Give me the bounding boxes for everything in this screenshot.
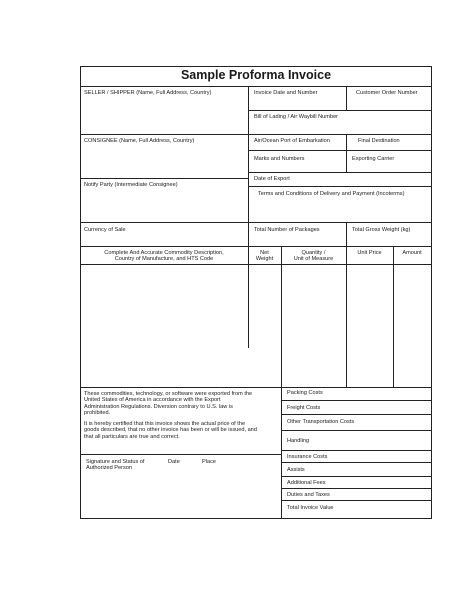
currency-label: Currency of Sale [84, 227, 126, 233]
final-destination-label: Final Destination [358, 138, 400, 144]
row-line [80, 387, 432, 388]
certification-line: It is hereby certified that this invoice shows the actual price of the [84, 421, 246, 427]
cost-row-line [281, 430, 432, 431]
unit-price-column-header: Unit Price [357, 250, 382, 256]
total-invoice-value-label: Total Invoice Value [287, 505, 334, 511]
description-column-header: Country of Manufacture, and HTS Code [114, 256, 214, 262]
seller-label: SELLER / SHIPPER (Name, Full Address, Country) [84, 90, 212, 96]
other-transportation-costs-label: Other Transportation Costs [287, 419, 355, 425]
additional-fees-label: Additional Fees [287, 480, 326, 486]
frame-line [80, 66, 432, 67]
duties-taxes-label: Duties and Taxes [287, 492, 330, 498]
title-rule [80, 86, 432, 87]
marks-numbers-label: Marks and Numbers [254, 156, 305, 162]
cost-row-line [281, 462, 432, 463]
row-line [248, 186, 432, 187]
certification-line: that all particulars are true and correct. [84, 433, 180, 440]
declaration-line: Administration Regulations. Diversion contrary to U.S. law is [84, 403, 233, 410]
cost-row-line [281, 400, 432, 401]
cost-row-line [281, 476, 432, 477]
port-of-embarkation-label: Air/Ocean Port of Embarkation [254, 138, 330, 144]
header-divider [248, 86, 249, 348]
terms-label: Terms and Conditions of Delivery and Payment (Incoterms) [258, 191, 405, 197]
page-title: Sample Proforma Invoice [180, 68, 332, 82]
exporting-carrier-label: Exporting Carrier [352, 156, 395, 162]
date-of-export-label: Date of Export [254, 176, 290, 182]
header-divider [346, 222, 347, 246]
notify-party-label: Notify Party (Intermediate Consignee) [84, 182, 178, 188]
export-declaration [84, 391, 252, 416]
row-line [248, 150, 432, 151]
cost-row-line [281, 500, 432, 501]
net-weight-column-header: Weight [255, 256, 274, 262]
row-line [248, 110, 432, 111]
consignee-label: CONSIGNEE (Name, Full Address, Country) [84, 138, 195, 144]
declaration-line: United States of America in accordance with the Export [84, 397, 221, 404]
cost-row-line [281, 488, 432, 489]
declaration-line: These commodities, technology, or software were exported from the [84, 391, 253, 397]
table-column-divider [281, 246, 282, 387]
declaration-rule [80, 454, 281, 455]
invoice-date-number-label: Invoice Date and Number [254, 90, 318, 96]
total-packages-label: Total Number of Packages [254, 227, 320, 233]
quantity-column-header: Unit of Measure [293, 256, 334, 262]
row-line [80, 178, 248, 179]
certification-line: goods described, that no other invoice has been or will be issued, and [84, 427, 257, 434]
certification-statement [84, 421, 257, 440]
signature-place-label: Place [202, 459, 216, 465]
handling-label: Handling [287, 438, 310, 444]
row-line [80, 246, 432, 247]
header-divider [346, 134, 347, 172]
quantity-column-header: Quantity / [301, 250, 326, 256]
header-divider [346, 86, 347, 110]
customer-order-number-label: Customer Order Number [356, 90, 418, 96]
packing-costs-label: Packing Costs [287, 390, 323, 396]
freight-costs-label: Freight Costs [287, 405, 321, 411]
net-weight-column-header: Net [260, 250, 269, 256]
table-column-divider [393, 246, 394, 387]
description-column-header: Complete And Accurate Commodity Description, [104, 250, 224, 256]
cost-row-line [281, 450, 432, 451]
row-line [80, 134, 432, 135]
amount-column-header: Amount [402, 250, 422, 256]
frame-line [80, 518, 432, 519]
table-column-divider [346, 246, 347, 387]
signature-label: Signature and Status of [86, 459, 145, 465]
total-gross-weight-label: Total Gross Weight (kg) [352, 227, 411, 233]
cost-row-line [281, 414, 432, 415]
row-line [80, 222, 432, 223]
bill-of-lading-label: Bill of Lading / Air Waybill Number [254, 114, 339, 120]
signature-date-label: Date [168, 459, 180, 465]
declaration-line: prohibited. [84, 409, 111, 416]
row-line [248, 172, 432, 173]
row-line [80, 264, 432, 265]
costs-divider [281, 387, 282, 518]
assists-label: Assists [287, 467, 305, 473]
insurance-costs-label: Insurance Costs [287, 454, 328, 460]
signature-label: Authorized Person [86, 465, 133, 471]
